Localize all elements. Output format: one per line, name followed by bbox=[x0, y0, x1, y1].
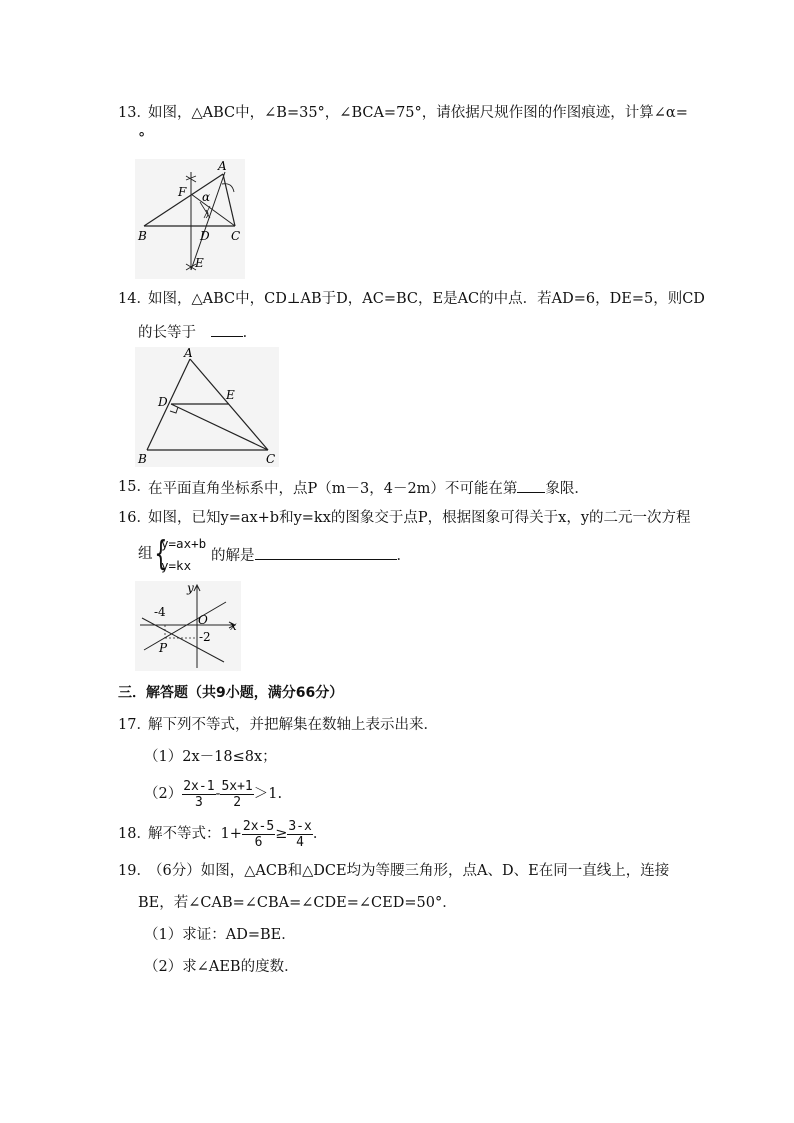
q18-line bbox=[148, 816, 327, 852]
q14-text-line2 bbox=[138, 322, 257, 342]
q16-label-p: P bbox=[159, 641, 168, 655]
q16-label-o: O bbox=[198, 613, 208, 627]
q16-answer-blank[interactable] bbox=[255, 545, 397, 560]
q13-label-d: D bbox=[200, 229, 210, 243]
q18-ge: ≥ bbox=[275, 826, 288, 842]
q15-text: 在平面直角坐标系中，点P（m－3，4－2m）不可能在第 bbox=[148, 481, 518, 497]
q17-f1-numerator: 2x-1 bbox=[183, 778, 215, 794]
q17-part2 bbox=[144, 776, 282, 812]
q14-label-c: C bbox=[266, 452, 276, 466]
section-3-title: 三．解答题（共9小题，满分66分） bbox=[118, 685, 344, 701]
q19-number: 19． bbox=[118, 863, 151, 879]
q19-text-cont: BE，若∠CAB=∠CBA=∠CDE=∠CED=50°． bbox=[138, 895, 457, 911]
q16-figure bbox=[134, 580, 242, 672]
q14-label-b: B bbox=[138, 452, 147, 466]
q18-fraction-2 bbox=[287, 819, 312, 850]
q13-figure bbox=[134, 158, 246, 280]
q17-part2-label: （2） bbox=[144, 786, 183, 802]
q18-f1-numerator: 2x-5 bbox=[242, 818, 275, 834]
q14-label-d: D bbox=[158, 395, 168, 409]
q15-number: 15． bbox=[118, 479, 151, 495]
q16-text: 如图，已知y=ax+b和y=kx的图象交于点P，根据图象可得关于x，y的二元一次方程 bbox=[148, 510, 691, 526]
q16-label-neg2: -2 bbox=[199, 630, 211, 644]
q16-text-end: ． bbox=[396, 548, 411, 564]
q19-part1: （1）求证：AD=BE． bbox=[144, 927, 296, 943]
q18-number: 18． bbox=[118, 826, 151, 842]
q17-f2-denominator: 2 bbox=[233, 794, 242, 810]
q17-f1-denominator: 3 bbox=[194, 794, 203, 810]
q13-label-a: A bbox=[218, 159, 227, 173]
q13-label-c: C bbox=[231, 229, 241, 243]
q14-answer-blank[interactable] bbox=[211, 322, 243, 337]
q17-tail: ＞1. bbox=[253, 786, 283, 802]
q14-text: 如图，△ABC中，CD⊥AB于D，AC=BC，E是AC的中点．若AD=6，DE=5，则CD bbox=[148, 291, 705, 307]
q19-part2: （2）求∠AEB的度数． bbox=[144, 959, 299, 975]
q17-part1: （1）2x－18≤8x； bbox=[144, 749, 277, 765]
q13-label-alpha: α bbox=[202, 190, 211, 204]
q19-text: （6分）如图，△ACB和△DCE均为等腰三角形，点A、D、E在同一直线上，连接 bbox=[148, 863, 670, 879]
q13-number: 13． bbox=[118, 105, 151, 121]
q14-label-e: E bbox=[226, 388, 235, 402]
q17-fraction-2 bbox=[220, 779, 253, 810]
q16-text-mid: 的解是 bbox=[211, 548, 255, 564]
q16-line2 bbox=[211, 545, 411, 565]
q17-fraction-1 bbox=[182, 779, 215, 810]
q18-tail: ． bbox=[312, 826, 328, 842]
q16-label-y: y bbox=[187, 581, 194, 595]
q14-label-a: A bbox=[184, 346, 193, 360]
q13-label-e: E bbox=[195, 256, 204, 270]
q16-text-cont: 组 bbox=[138, 546, 153, 562]
q16-label-neg4: -4 bbox=[154, 605, 166, 619]
q16-label-x: x bbox=[230, 619, 237, 633]
q18-f2-numerator: 3-x bbox=[288, 818, 312, 834]
q14-text-cont: 的长等于 bbox=[138, 325, 196, 341]
q13-text: 如图，△ABC中，∠B=35°，∠BCA=75°，请依据尺规作图的作图痕迹，计算∠α= bbox=[148, 105, 688, 121]
q18-fraction-1 bbox=[242, 819, 275, 850]
q14-number: 14． bbox=[118, 291, 151, 307]
q17-number: 17． bbox=[118, 717, 151, 733]
q15-text-end: 象限． bbox=[545, 481, 589, 497]
q17-minus: - bbox=[215, 786, 221, 802]
q16-number: 16． bbox=[118, 510, 151, 526]
q16-eq1: y=ax+b bbox=[161, 536, 207, 551]
q17-f2-numerator: 5x+1 bbox=[221, 778, 253, 794]
q13-label-f: F bbox=[178, 185, 187, 199]
q18-text: 解不等式：1+ bbox=[148, 826, 242, 842]
q16-eq2: y=kx bbox=[161, 558, 192, 573]
q13-text-cont: ° bbox=[138, 131, 146, 147]
q13-label-b: B bbox=[138, 229, 147, 243]
q15-answer-blank[interactable] bbox=[517, 478, 545, 493]
q15-line bbox=[148, 478, 589, 498]
q14-figure bbox=[134, 346, 280, 468]
q16-brace: { bbox=[154, 534, 168, 574]
q18-f2-denominator: 4 bbox=[296, 834, 304, 850]
q17-text: 解下列不等式，并把解集在数轴上表示出来． bbox=[148, 717, 438, 733]
q18-f1-denominator: 6 bbox=[254, 834, 263, 850]
q14-text-end: ． bbox=[242, 325, 258, 341]
